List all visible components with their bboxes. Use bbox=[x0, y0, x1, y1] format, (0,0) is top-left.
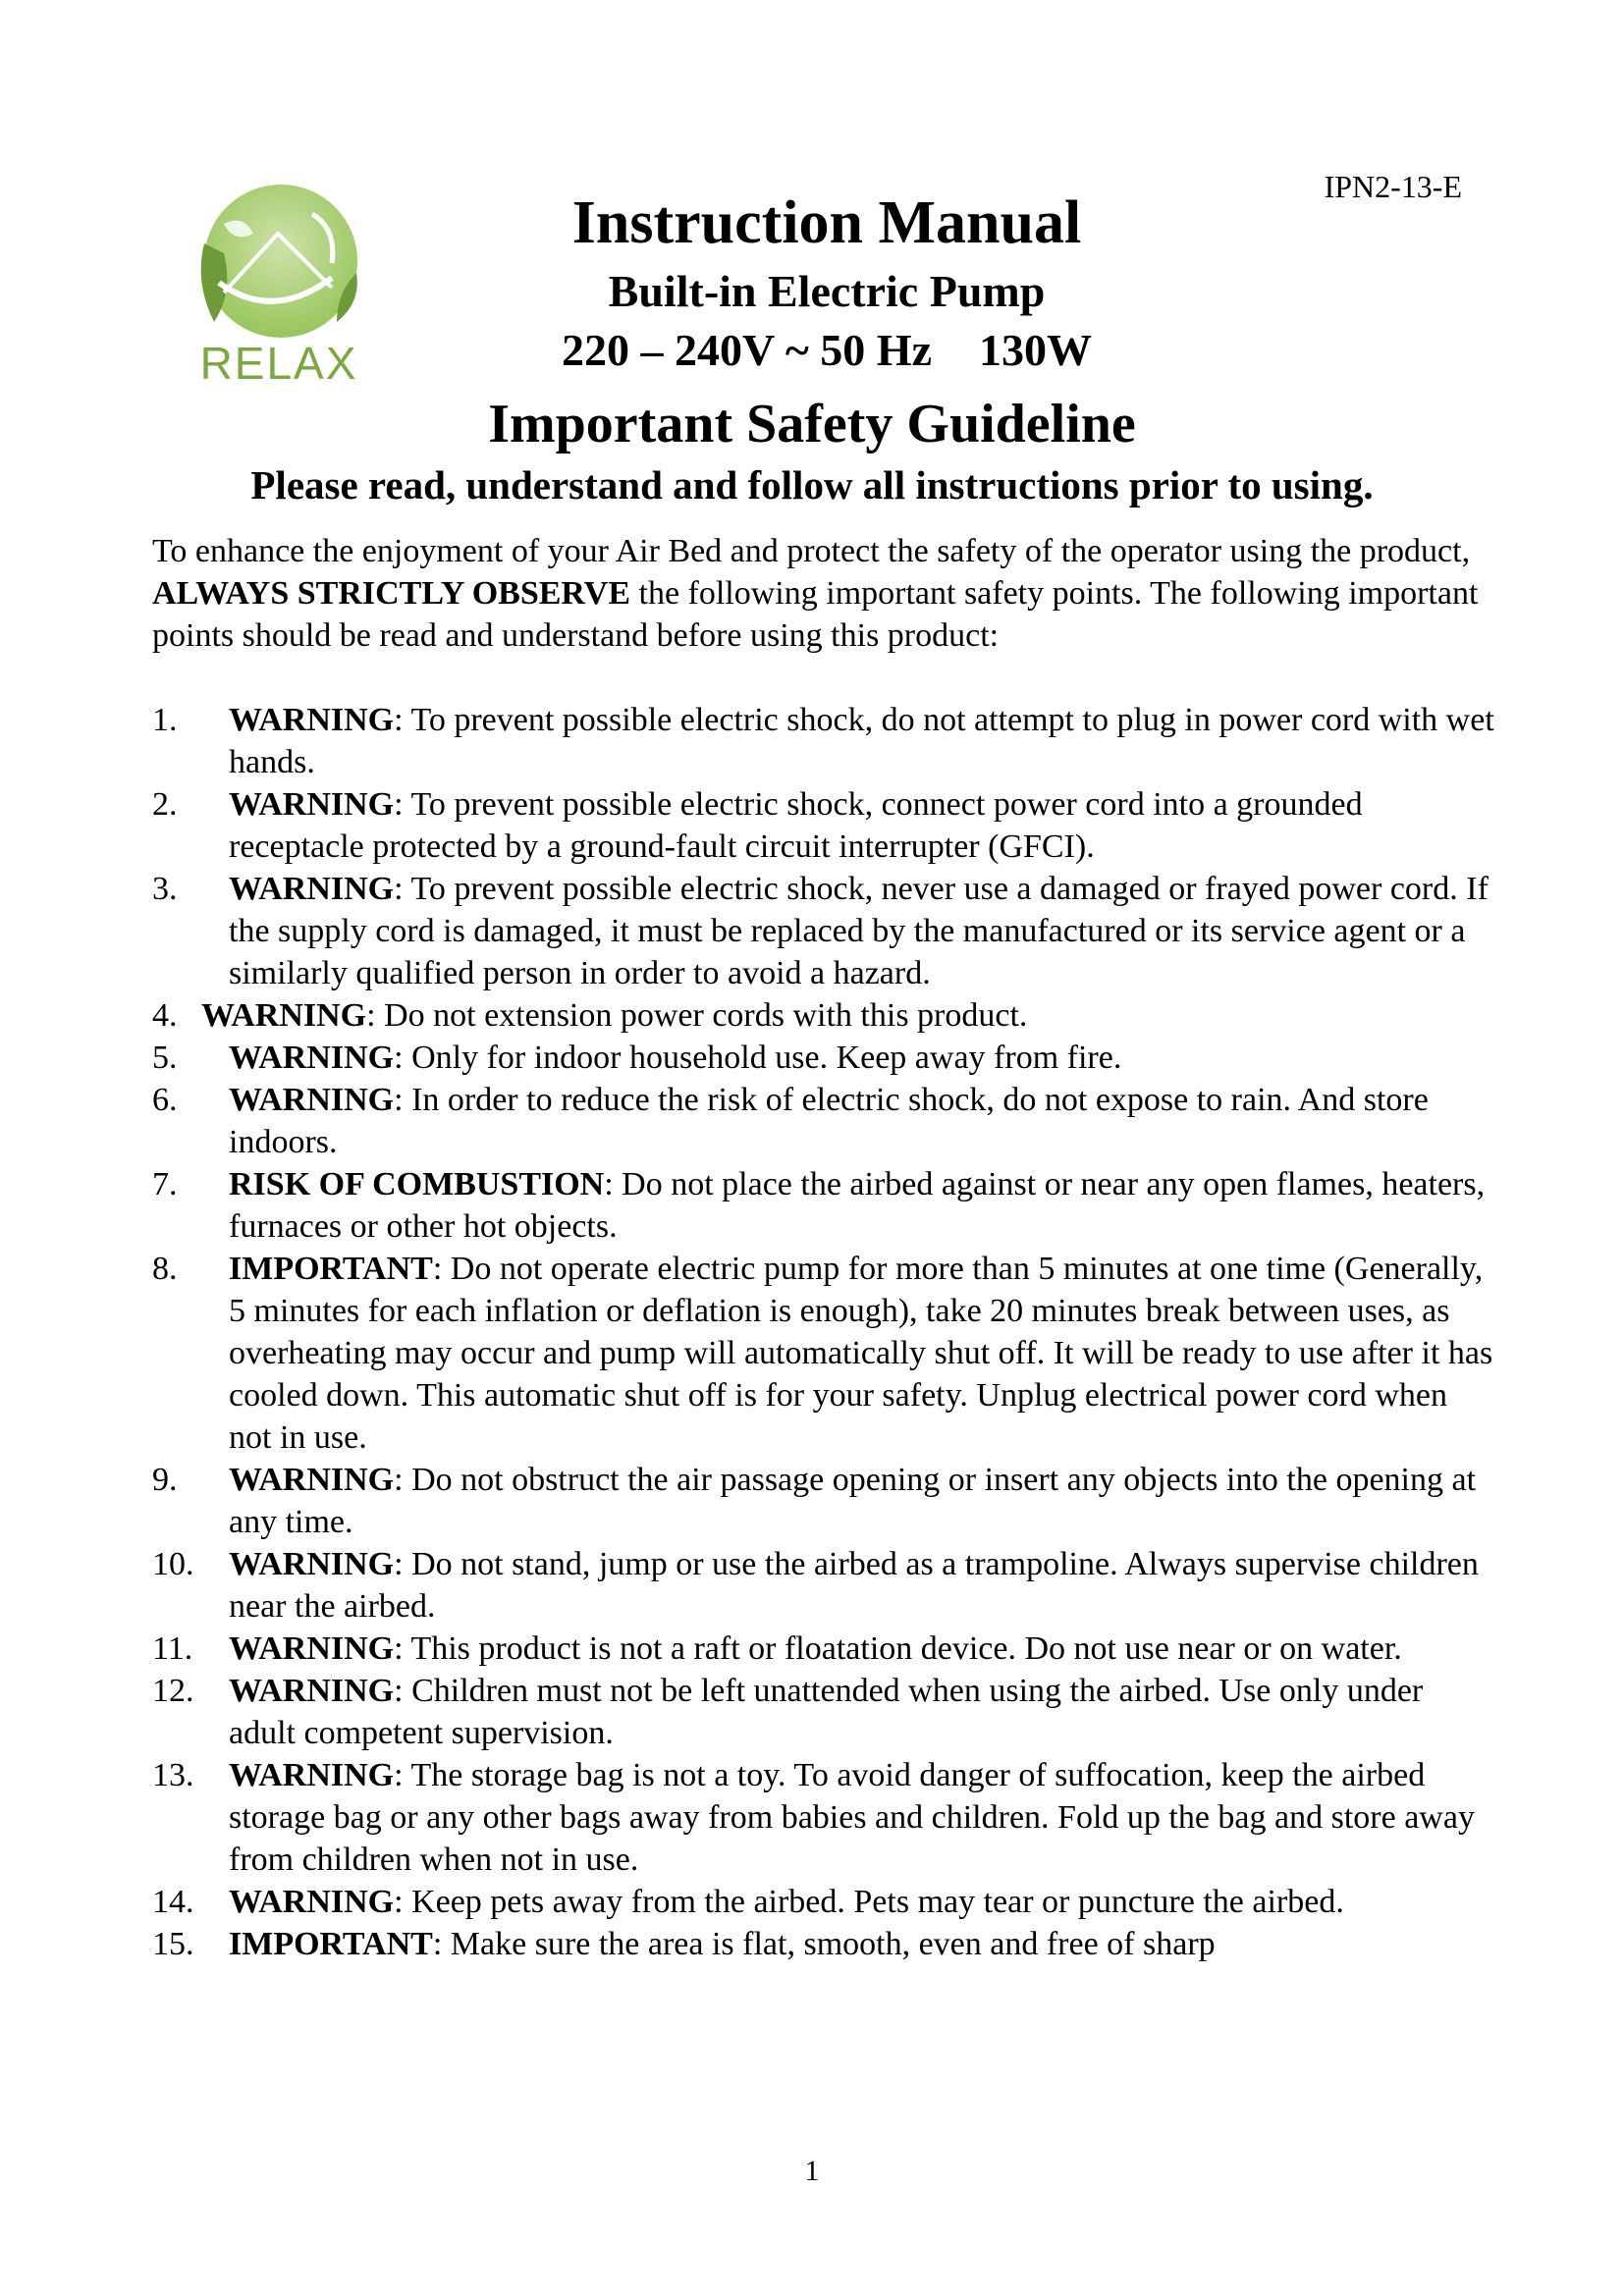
item-label: WARNING bbox=[229, 1082, 395, 1118]
list-item bbox=[152, 868, 1497, 994]
item-label: RISK OF COMBUSTION bbox=[229, 1166, 605, 1202]
item-text: : Do not operate electric pump for more than 5 minutes at one time (Generally, 5 minutes for each inflation or deflation is enough), take 20 minutes break between uses, as overheating may occur and pump will automatically shut off. It will be ready to use after it has cooled down. This automatic shut off is for your safety. Unplug electrical power cord when not in use. bbox=[229, 1251, 1493, 1456]
item-text: : Do not stand, jump or use the airbed as a trampoline. Always supervise children near the airbed. bbox=[229, 1546, 1479, 1625]
item-label: IMPORTANT bbox=[229, 1251, 433, 1287]
item-text: : The storage bag is not a toy. To avoid danger of suffocation, keep the airbed storage bag or any other bags away from babies and children. Fold up the bag and store away from children when not in use. bbox=[229, 1757, 1475, 1878]
item-label: WARNING bbox=[229, 1630, 395, 1667]
list-item bbox=[152, 1163, 1497, 1248]
item-text: : Do not extension power cords with this product. bbox=[366, 997, 1028, 1034]
item-text: : To prevent possible electric shock, connect power cord into a grounded receptacle protected by a ground-fault circuit interrupter (GFCI). bbox=[229, 786, 1363, 865]
safety-heading: Important Safety Guideline bbox=[488, 394, 1136, 454]
item-number: 6. bbox=[152, 1082, 178, 1118]
item-label: WARNING bbox=[229, 1040, 395, 1076]
intro-before: To enhance the enjoyment of your Air Bed and protect the safety of the operator using the product, bbox=[152, 533, 1471, 569]
intro-after: the following important safety points. The following important points should be read and understand before using this product: bbox=[152, 575, 1479, 654]
item-label: WARNING bbox=[201, 997, 367, 1034]
item-number: 3. bbox=[152, 871, 178, 907]
page-title: Instruction Manual bbox=[571, 189, 1082, 256]
item-text: : In order to reduce the risk of electric shock, do not expose to rain. And store indoors. bbox=[229, 1082, 1429, 1160]
item-number: 9. bbox=[152, 1462, 178, 1498]
item-text: : Do not obstruct the air passage opening or insert any objects into the opening at any time. bbox=[229, 1462, 1477, 1540]
list-item bbox=[152, 1079, 1497, 1163]
item-number: 7. bbox=[152, 1166, 178, 1202]
list-item bbox=[152, 1754, 1497, 1881]
item-number: 12. bbox=[152, 1673, 194, 1709]
item-label: WARNING bbox=[229, 702, 395, 738]
item-label: WARNING bbox=[229, 1546, 395, 1582]
item-text: : Keep pets away from the airbed. Pets may tear or puncture the airbed. bbox=[394, 1884, 1344, 1920]
voltage-spec: 220 – 240V ~ 50 Hz bbox=[561, 325, 932, 375]
list-item bbox=[152, 1543, 1497, 1628]
item-label: WARNING bbox=[229, 1757, 395, 1793]
item-label: IMPORTANT bbox=[229, 1926, 433, 1962]
list-item bbox=[152, 1881, 1497, 1923]
item-text: : Only for indoor household use. Keep away from fire. bbox=[394, 1040, 1122, 1076]
item-number: 8. bbox=[152, 1251, 178, 1287]
logo-text: RELAX bbox=[199, 338, 358, 389]
item-text: : To prevent possible electric shock, do not attempt to plug in power cord with wet hands. bbox=[229, 702, 1494, 780]
document-code: IPN2-13-E bbox=[1324, 169, 1462, 204]
intro-emphasis: ALWAYS STRICTLY OBSERVE bbox=[152, 575, 630, 612]
item-text: : Do not place the airbed against or near any open flames, heaters, furnaces or other hot objects. bbox=[229, 1166, 1486, 1245]
list-item bbox=[152, 1037, 1497, 1079]
item-label: WARNING bbox=[229, 1462, 395, 1498]
item-label: WARNING bbox=[229, 1673, 395, 1709]
item-number: 10. bbox=[152, 1546, 194, 1582]
item-number: 1. bbox=[152, 702, 178, 738]
list-item bbox=[152, 1248, 1497, 1459]
item-label: WARNING bbox=[229, 786, 395, 823]
list-item bbox=[152, 1628, 1497, 1670]
item-number: 13. bbox=[152, 1757, 194, 1793]
list-item bbox=[152, 699, 1497, 783]
item-label: WARNING bbox=[229, 871, 395, 907]
list-item bbox=[152, 1670, 1497, 1754]
list-item bbox=[152, 1459, 1497, 1543]
safety-list bbox=[152, 699, 1497, 1965]
item-number: 4. bbox=[152, 997, 178, 1034]
item-number: 11. bbox=[152, 1630, 193, 1667]
power-spec: 130W bbox=[979, 325, 1092, 375]
list-item bbox=[152, 783, 1497, 868]
read-instructions-notice: Please read, understand and follow all instructions prior to using. bbox=[250, 462, 1374, 507]
item-number: 15. bbox=[152, 1926, 194, 1962]
item-text: : To prevent possible electric shock, never use a damaged or frayed power cord. If the supply cord is damaged, it must be replaced by the manufactured or its service agent or a similarly qualified person in order to avoid a hazard. bbox=[229, 871, 1489, 991]
list-item bbox=[152, 994, 1497, 1037]
item-text: : Children must not be left unattended when using the airbed. Use only under adult competent supervision. bbox=[229, 1673, 1424, 1751]
item-number: 14. bbox=[152, 1884, 194, 1920]
list-item bbox=[152, 1923, 1497, 1965]
page-number: 1 bbox=[804, 2155, 820, 2187]
item-text: : Make sure the area is flat, smooth, even and free of sharp bbox=[432, 1926, 1216, 1962]
product-subtitle: Built-in Electric Pump bbox=[608, 266, 1046, 316]
item-number: 5. bbox=[152, 1040, 178, 1076]
electrical-spec bbox=[228, 324, 1426, 376]
item-text: : This product is not a raft or floatation device. Do not use near or on water. bbox=[394, 1630, 1402, 1667]
item-label: WARNING bbox=[229, 1884, 395, 1920]
intro-paragraph bbox=[152, 530, 1488, 657]
item-number: 2. bbox=[152, 786, 178, 823]
